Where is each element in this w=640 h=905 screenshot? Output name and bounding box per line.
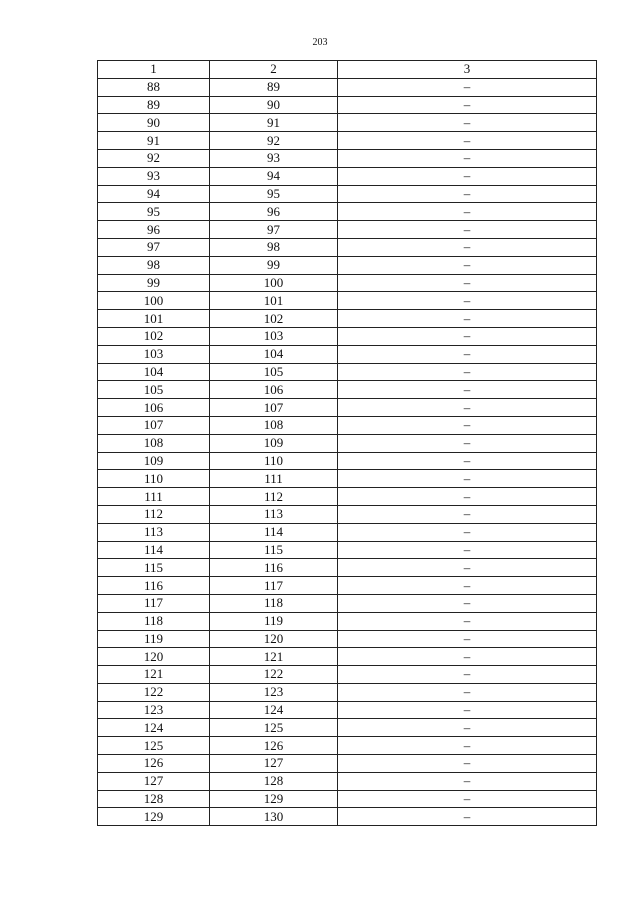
table-row bbox=[98, 488, 597, 506]
table-cell-col-3: – bbox=[338, 612, 597, 630]
table-body bbox=[98, 78, 597, 825]
table-row bbox=[98, 203, 597, 221]
table-cell-col-2: 119 bbox=[210, 612, 338, 630]
table-cell-col-3: – bbox=[338, 149, 597, 167]
table-row bbox=[98, 363, 597, 381]
table-cell-col-2: 96 bbox=[210, 203, 338, 221]
table-cell-col-2: 109 bbox=[210, 434, 338, 452]
table-cell-col-1: 121 bbox=[98, 666, 210, 684]
table-cell-col-2: 124 bbox=[210, 701, 338, 719]
table-row bbox=[98, 399, 597, 417]
table-cell-col-3: – bbox=[338, 185, 597, 203]
table-cell-col-3: – bbox=[338, 808, 597, 826]
table-cell-col-3: – bbox=[338, 577, 597, 595]
table-cell-col-1: 118 bbox=[98, 612, 210, 630]
table-cell-col-2: 106 bbox=[210, 381, 338, 399]
table-cell-col-2: 100 bbox=[210, 274, 338, 292]
table-row bbox=[98, 221, 597, 239]
table-cell-col-3: – bbox=[338, 274, 597, 292]
table-cell-col-1: 98 bbox=[98, 256, 210, 274]
table-row bbox=[98, 149, 597, 167]
table-cell-col-1: 95 bbox=[98, 203, 210, 221]
table-row bbox=[98, 238, 597, 256]
table-cell-col-3: – bbox=[338, 310, 597, 328]
table-cell-col-3: – bbox=[338, 292, 597, 310]
table-row bbox=[98, 114, 597, 132]
table-row bbox=[98, 327, 597, 345]
table-cell-col-2: 99 bbox=[210, 256, 338, 274]
table-cell-col-2: 89 bbox=[210, 78, 338, 96]
table-cell-col-1: 112 bbox=[98, 505, 210, 523]
table-row bbox=[98, 132, 597, 150]
table-cell-col-1: 96 bbox=[98, 221, 210, 239]
table-cell-col-2: 101 bbox=[210, 292, 338, 310]
table-cell-col-1: 115 bbox=[98, 559, 210, 577]
table-cell-col-2: 92 bbox=[210, 132, 338, 150]
table-cell-col-2: 126 bbox=[210, 737, 338, 755]
table-cell-col-3: – bbox=[338, 238, 597, 256]
table-cell-col-2: 114 bbox=[210, 523, 338, 541]
table-cell-col-1: 92 bbox=[98, 149, 210, 167]
table-cell-col-1: 108 bbox=[98, 434, 210, 452]
table-cell-col-2: 107 bbox=[210, 399, 338, 417]
table-cell-col-1: 122 bbox=[98, 683, 210, 701]
table-cell-col-1: 113 bbox=[98, 523, 210, 541]
table-cell-col-1: 126 bbox=[98, 755, 210, 773]
table-cell-col-3: – bbox=[338, 755, 597, 773]
table-cell-col-3: – bbox=[338, 737, 597, 755]
table-cell-col-3: – bbox=[338, 683, 597, 701]
table-cell-col-2: 93 bbox=[210, 149, 338, 167]
table-cell-col-3: – bbox=[338, 167, 597, 185]
table-row bbox=[98, 594, 597, 612]
table-cell-col-3: – bbox=[338, 488, 597, 506]
table-cell-col-2: 121 bbox=[210, 648, 338, 666]
table-cell-col-2: 117 bbox=[210, 577, 338, 595]
table-row bbox=[98, 666, 597, 684]
table-cell-col-3: – bbox=[338, 132, 597, 150]
table-cell-col-1: 107 bbox=[98, 416, 210, 434]
table-cell-col-3: – bbox=[338, 666, 597, 684]
table-cell-col-1: 102 bbox=[98, 327, 210, 345]
table-cell-col-2: 122 bbox=[210, 666, 338, 684]
table-cell-col-1: 103 bbox=[98, 345, 210, 363]
table-cell-col-3: – bbox=[338, 221, 597, 239]
table-row bbox=[98, 737, 597, 755]
table-cell-col-1: 106 bbox=[98, 399, 210, 417]
table-row bbox=[98, 434, 597, 452]
table-cell-col-3: – bbox=[338, 772, 597, 790]
table-cell-col-2: 112 bbox=[210, 488, 338, 506]
table-cell-col-1: 127 bbox=[98, 772, 210, 790]
table-cell-col-2: 118 bbox=[210, 594, 338, 612]
table-cell-col-2: 108 bbox=[210, 416, 338, 434]
table-cell-col-3: – bbox=[338, 559, 597, 577]
table-row bbox=[98, 167, 597, 185]
column-header-1: 1 bbox=[98, 61, 210, 79]
table-cell-col-1: 99 bbox=[98, 274, 210, 292]
table-row bbox=[98, 274, 597, 292]
table-cell-col-1: 89 bbox=[98, 96, 210, 114]
table-cell-col-2: 104 bbox=[210, 345, 338, 363]
table-cell-col-2: 95 bbox=[210, 185, 338, 203]
table-cell-col-2: 90 bbox=[210, 96, 338, 114]
table-row bbox=[98, 755, 597, 773]
table-cell-col-1: 120 bbox=[98, 648, 210, 666]
table-cell-col-1: 119 bbox=[98, 630, 210, 648]
table-row bbox=[98, 505, 597, 523]
table-row bbox=[98, 612, 597, 630]
table-cell-col-2: 128 bbox=[210, 772, 338, 790]
table-cell-col-2: 115 bbox=[210, 541, 338, 559]
table-row bbox=[98, 381, 597, 399]
table-cell-col-2: 94 bbox=[210, 167, 338, 185]
page-number: 203 bbox=[312, 37, 328, 48]
table-cell-col-1: 94 bbox=[98, 185, 210, 203]
data-table bbox=[97, 60, 597, 826]
table-row bbox=[98, 96, 597, 114]
table-row bbox=[98, 719, 597, 737]
table-cell-col-3: – bbox=[338, 701, 597, 719]
table-row bbox=[98, 345, 597, 363]
table-cell-col-3: – bbox=[338, 381, 597, 399]
table-cell-col-1: 128 bbox=[98, 790, 210, 808]
table-cell-col-3: – bbox=[338, 541, 597, 559]
table-cell-col-1: 110 bbox=[98, 470, 210, 488]
table-cell-col-1: 88 bbox=[98, 78, 210, 96]
table-row bbox=[98, 78, 597, 96]
table-cell-col-1: 91 bbox=[98, 132, 210, 150]
table-row bbox=[98, 701, 597, 719]
table-row bbox=[98, 559, 597, 577]
table-cell-col-3: – bbox=[338, 78, 597, 96]
table-row bbox=[98, 577, 597, 595]
table-cell-col-3: – bbox=[338, 719, 597, 737]
table-cell-col-3: – bbox=[338, 434, 597, 452]
table-cell-col-3: – bbox=[338, 630, 597, 648]
table-cell-col-1: 117 bbox=[98, 594, 210, 612]
table-cell-col-1: 116 bbox=[98, 577, 210, 595]
table-cell-col-3: – bbox=[338, 399, 597, 417]
table-cell-col-2: 110 bbox=[210, 452, 338, 470]
table-cell-col-3: – bbox=[338, 594, 597, 612]
table-cell-col-1: 97 bbox=[98, 238, 210, 256]
table-cell-col-3: – bbox=[338, 470, 597, 488]
table-cell-col-1: 111 bbox=[98, 488, 210, 506]
table-row bbox=[98, 772, 597, 790]
table-cell-col-2: 103 bbox=[210, 327, 338, 345]
table-cell-col-3: – bbox=[338, 114, 597, 132]
table-cell-col-2: 91 bbox=[210, 114, 338, 132]
table-cell-col-2: 113 bbox=[210, 505, 338, 523]
table-cell-col-2: 98 bbox=[210, 238, 338, 256]
table-row bbox=[98, 808, 597, 826]
table-cell-col-1: 100 bbox=[98, 292, 210, 310]
table-cell-col-2: 111 bbox=[210, 470, 338, 488]
table-cell-col-3: – bbox=[338, 416, 597, 434]
table-cell-col-3: – bbox=[338, 523, 597, 541]
table-cell-col-1: 123 bbox=[98, 701, 210, 719]
table-row bbox=[98, 310, 597, 328]
table-cell-col-3: – bbox=[338, 327, 597, 345]
table-row bbox=[98, 541, 597, 559]
table-cell-col-1: 104 bbox=[98, 363, 210, 381]
table-cell-col-3: – bbox=[338, 256, 597, 274]
table-cell-col-3: – bbox=[338, 452, 597, 470]
column-header-2: 2 bbox=[210, 61, 338, 79]
table-cell-col-1: 124 bbox=[98, 719, 210, 737]
table-cell-col-1: 93 bbox=[98, 167, 210, 185]
table-cell-col-3: – bbox=[338, 203, 597, 221]
table-row bbox=[98, 470, 597, 488]
table-cell-col-2: 125 bbox=[210, 719, 338, 737]
table-row bbox=[98, 790, 597, 808]
table-cell-col-2: 97 bbox=[210, 221, 338, 239]
table-cell-col-3: – bbox=[338, 648, 597, 666]
table-cell-col-2: 116 bbox=[210, 559, 338, 577]
table-row bbox=[98, 185, 597, 203]
table-row bbox=[98, 683, 597, 701]
table-cell-col-2: 127 bbox=[210, 755, 338, 773]
table-row bbox=[98, 630, 597, 648]
table-cell-col-1: 109 bbox=[98, 452, 210, 470]
table-row bbox=[98, 452, 597, 470]
table-cell-col-1: 105 bbox=[98, 381, 210, 399]
table-cell-col-3: – bbox=[338, 96, 597, 114]
table-cell-col-2: 102 bbox=[210, 310, 338, 328]
table-cell-col-3: – bbox=[338, 345, 597, 363]
table-row bbox=[98, 648, 597, 666]
table-cell-col-1: 125 bbox=[98, 737, 210, 755]
table-row bbox=[98, 292, 597, 310]
table-cell-col-2: 105 bbox=[210, 363, 338, 381]
table-cell-col-2: 129 bbox=[210, 790, 338, 808]
table-cell-col-2: 120 bbox=[210, 630, 338, 648]
header-row bbox=[98, 61, 597, 79]
table-row bbox=[98, 416, 597, 434]
table-row bbox=[98, 256, 597, 274]
table-cell-col-2: 130 bbox=[210, 808, 338, 826]
column-header-3: 3 bbox=[338, 61, 597, 79]
table-row bbox=[98, 523, 597, 541]
table-cell-col-1: 114 bbox=[98, 541, 210, 559]
table-cell-col-1: 101 bbox=[98, 310, 210, 328]
table-cell-col-3: – bbox=[338, 505, 597, 523]
table-cell-col-3: – bbox=[338, 363, 597, 381]
table-cell-col-3: – bbox=[338, 790, 597, 808]
table-cell-col-1: 90 bbox=[98, 114, 210, 132]
table-cell-col-2: 123 bbox=[210, 683, 338, 701]
table-cell-col-1: 129 bbox=[98, 808, 210, 826]
table-header bbox=[98, 61, 597, 79]
